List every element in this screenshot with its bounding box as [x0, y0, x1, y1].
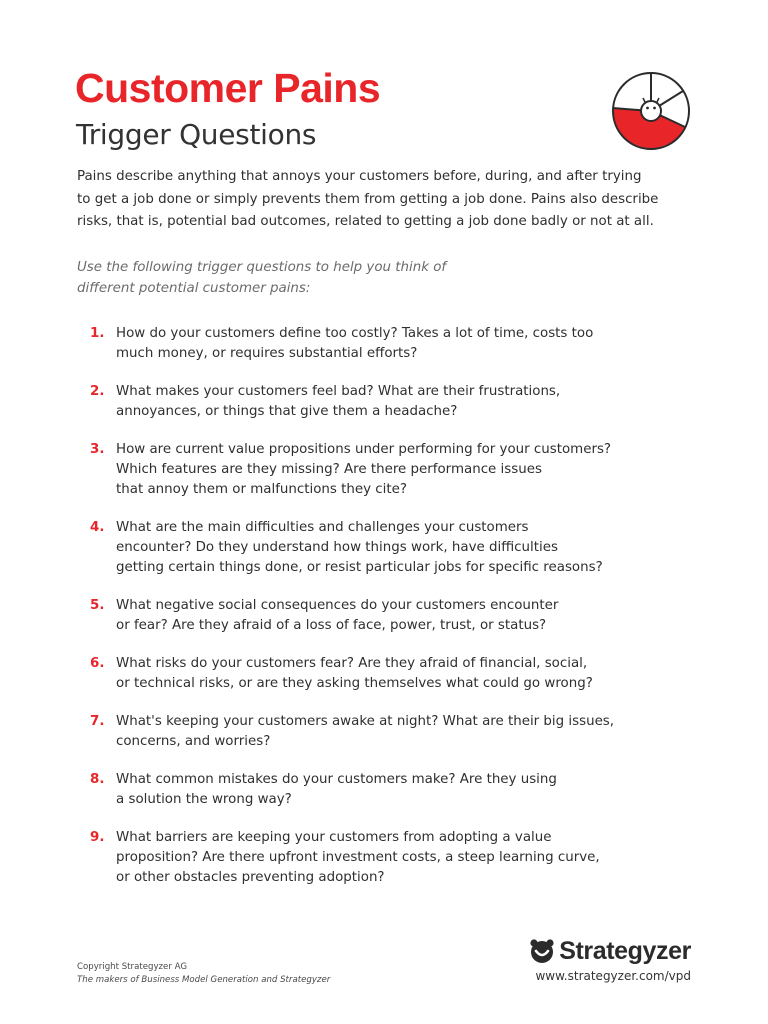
- strategyzer-bear-logo-icon: [529, 938, 555, 964]
- question-item: [0, 712, 616, 752]
- footer-copyright-block: [77, 961, 330, 986]
- question-item: [0, 654, 616, 694]
- question-text: [116, 382, 616, 422]
- question-number: 4.: [90, 520, 105, 535]
- question-item: [0, 518, 616, 578]
- question-line: annoyances, or things that give them a headache?: [116, 404, 458, 419]
- question-text: [116, 770, 616, 810]
- question-text: [116, 596, 616, 636]
- lead-paragraph: [77, 258, 457, 299]
- brand-logo: [529, 936, 691, 966]
- lead-line: Use the following trigger questions to help you think of: [77, 260, 447, 275]
- question-text: [116, 828, 616, 888]
- question-number: 3.: [90, 442, 105, 457]
- question-number: 7.: [90, 714, 105, 729]
- question-number: 8.: [90, 772, 105, 787]
- question-line: What risks do your customers fear? Are they afraid of financial, social,: [116, 656, 588, 671]
- intro-line: to get a job done or simply prevents them from getting a job done. Pains also describe: [77, 191, 659, 207]
- question-item: [0, 382, 616, 422]
- question-line: Which features are they missing? Are there performance issues: [116, 462, 542, 477]
- question-line: What barriers are keeping your customers from adopting a value: [116, 830, 552, 845]
- question-line: What common mistakes do your customers make? Are they using: [116, 772, 557, 787]
- question-number: 5.: [90, 598, 105, 613]
- lead-line: different potential customer pains:: [77, 280, 311, 296]
- question-line: encounter? Do they understand how things work, have difficulties: [116, 540, 558, 555]
- question-line: What are the main difficulties and challenges your customers: [116, 520, 529, 535]
- question-line: What's keeping your customers awake at night? What are their big issues,: [116, 714, 615, 729]
- question-text: [116, 440, 616, 500]
- question-number: 1.: [90, 326, 105, 341]
- trigger-question-list: [0, 324, 768, 906]
- question-line: or fear? Are they afraid of a loss of face, power, trust, or status?: [116, 618, 547, 633]
- website-link[interactable]: www.strategyzer.com/vpd: [535, 969, 691, 983]
- question-item: [0, 770, 616, 810]
- question-text: [116, 518, 616, 578]
- page-subtitle: Trigger Questions: [76, 118, 317, 151]
- question-item: [0, 828, 616, 888]
- question-item: [0, 324, 616, 364]
- question-number: 6.: [90, 656, 105, 671]
- question-line: a solution the wrong way?: [116, 792, 292, 807]
- question-item: [0, 440, 616, 500]
- page-title: Customer Pains: [75, 65, 381, 111]
- question-line: much money, or requires substantial efforts?: [116, 346, 418, 361]
- tagline-text: The makers of Business Model Generation and Strategyzer: [77, 974, 331, 985]
- question-line: concerns, and worries?: [116, 734, 271, 749]
- question-number: 9.: [90, 830, 105, 845]
- intro-line: Pains describe anything that annoys your customers before, during, and after trying: [77, 169, 642, 184]
- question-item: [0, 596, 616, 636]
- question-line: How do your customers define too costly? Takes a lot of time, costs too: [116, 326, 594, 341]
- intro-line: risks, that is, potential bad outcomes, related to getting a job done badly or not at all.: [77, 214, 654, 229]
- brand-name: Strategyzer: [559, 937, 691, 965]
- question-line: What negative social consequences do your customers encounter: [116, 598, 559, 613]
- question-line: that annoy them or malfunctions they cite?: [116, 482, 407, 497]
- question-line: How are current value propositions under performing for your customers?: [116, 442, 612, 457]
- question-line: getting certain things done, or resist particular jobs for specific reasons?: [116, 560, 603, 575]
- copyright-text: Copyright Strategyzer AG: [77, 962, 187, 972]
- question-line: proposition? Are there upfront investment costs, a steep learning curve,: [116, 850, 600, 865]
- question-text: [116, 712, 616, 752]
- customer-profile-wheel-icon: [611, 71, 691, 151]
- question-line: What makes your customers feel bad? What are their frustrations,: [116, 384, 561, 399]
- intro-paragraph: [77, 166, 677, 234]
- question-number: 2.: [90, 384, 105, 399]
- question-line: or other obstacles preventing adoption?: [116, 870, 385, 885]
- question-text: [116, 654, 616, 694]
- question-text: [116, 324, 616, 364]
- question-line: or technical risks, or are they asking themselves what could go wrong?: [116, 676, 593, 691]
